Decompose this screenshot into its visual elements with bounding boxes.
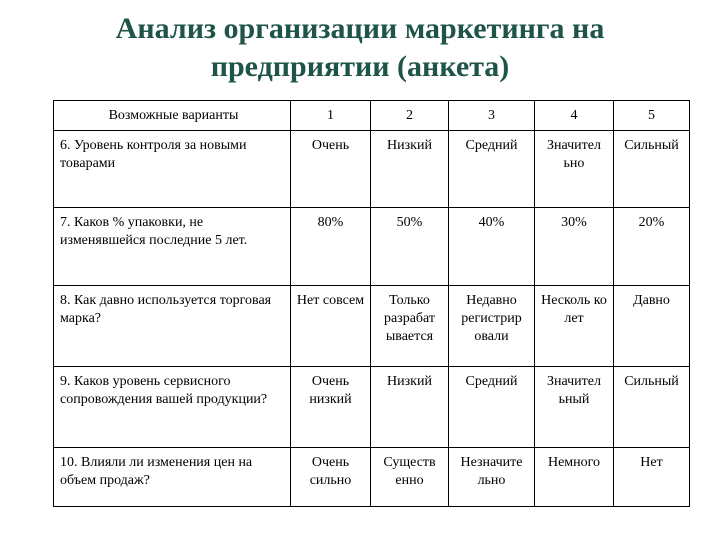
answer-cell: Нет xyxy=(614,448,690,507)
answer-cell: 50% xyxy=(371,208,449,286)
header-option-5: 5 xyxy=(614,101,690,131)
answer-cell: 80% xyxy=(291,208,371,286)
table-row xyxy=(54,286,690,367)
answer-cell: Недавно регистрир овали xyxy=(449,286,535,367)
table-row xyxy=(54,208,690,286)
page-title-line-2: предприятии (анкета) xyxy=(210,50,510,83)
header-label: Возможные варианты xyxy=(54,101,291,131)
table-row xyxy=(54,448,690,507)
answer-cell: Очень сильно xyxy=(291,448,371,507)
question-cell: 9. Каков уровень сервисного сопровождения вашей продукции? xyxy=(54,367,291,448)
answer-cell: Очень низкий xyxy=(291,367,371,448)
table-row xyxy=(54,131,690,208)
answer-cell: Существ енно xyxy=(371,448,449,507)
answer-cell: Нет совсем xyxy=(291,286,371,367)
answer-cell: Значител ьный xyxy=(535,367,614,448)
answer-cell: Только разрабат ывается xyxy=(371,286,449,367)
page-title-line-1: Анализ организации маркетинга на xyxy=(115,12,605,45)
question-cell: 10. Влияли ли изменения цен на объем продаж? xyxy=(54,448,291,507)
answer-cell: Низкий xyxy=(371,367,449,448)
answer-cell: Средний xyxy=(449,367,535,448)
page-title xyxy=(0,10,720,86)
header-option-1: 1 xyxy=(291,101,371,131)
answer-cell: Сильный xyxy=(614,131,690,208)
question-cell: 7. Каков % упаковки, не изменявшейся последние 5 лет. xyxy=(54,208,291,286)
answer-cell: Низкий xyxy=(371,131,449,208)
answer-cell: Сильный xyxy=(614,367,690,448)
answer-cell: Давно xyxy=(614,286,690,367)
question-cell: 8. Как давно используется торговая марка? xyxy=(54,286,291,367)
answer-cell: 30% xyxy=(535,208,614,286)
answer-cell: Немного xyxy=(535,448,614,507)
survey-table xyxy=(53,100,690,507)
header-option-2: 2 xyxy=(371,101,449,131)
answer-cell: Незначите льно xyxy=(449,448,535,507)
table-row xyxy=(54,367,690,448)
answer-cell: Значител ьно xyxy=(535,131,614,208)
answer-cell: 40% xyxy=(449,208,535,286)
answer-cell: Несколь ко лет xyxy=(535,286,614,367)
answer-cell: Средний xyxy=(449,131,535,208)
table-header-row xyxy=(54,101,690,131)
header-option-4: 4 xyxy=(535,101,614,131)
answer-cell: Очень xyxy=(291,131,371,208)
question-cell: 6. Уровень контроля за новыми товарами xyxy=(54,131,291,208)
header-option-3: 3 xyxy=(449,101,535,131)
answer-cell: 20% xyxy=(614,208,690,286)
